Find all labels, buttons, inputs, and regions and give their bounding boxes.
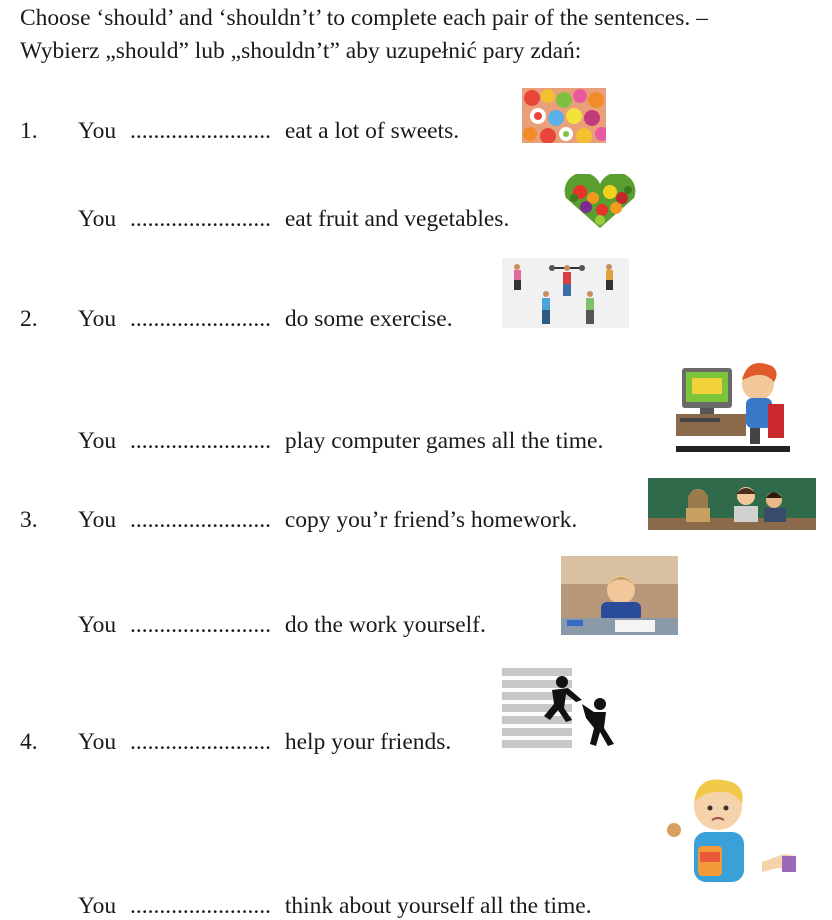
- helping-hand-stairs-image: [502, 662, 619, 752]
- sentence-subject: You: [78, 507, 117, 533]
- sentence-line: [78, 118, 459, 145]
- answer-blank[interactable]: ........................: [130, 118, 271, 144]
- sentence-subject: You: [78, 893, 117, 919]
- sentence-line: [78, 206, 509, 233]
- sentence-line: [78, 428, 603, 455]
- exercise-number: 2.: [20, 306, 38, 332]
- instructions: [20, 2, 820, 68]
- instructions-english: Choose ‘should’ and ‘shouldn’t’ to complete each pair of the sentences. –: [20, 5, 708, 31]
- selfish-boy-image: [654, 776, 799, 906]
- answer-blank[interactable]: ........................: [130, 893, 271, 919]
- sweets-image: [522, 88, 606, 143]
- exercise-number: 1.: [20, 118, 38, 144]
- sentence-line: [78, 306, 453, 333]
- sentence-subject: You: [78, 729, 117, 755]
- sentence-subject: You: [78, 206, 117, 232]
- sentence-subject: You: [78, 612, 117, 638]
- answer-blank[interactable]: ........................: [130, 306, 271, 332]
- exercise-image: [502, 258, 629, 328]
- sentence-rest: think about yourself all the time.: [284, 893, 592, 919]
- sentence-line: [78, 507, 577, 534]
- sentence-rest: help your friends.: [284, 729, 452, 755]
- sentence-rest: eat fruit and vegetables.: [284, 206, 510, 232]
- sentence-line: [78, 893, 592, 920]
- sentence-subject: You: [78, 428, 117, 454]
- sentence-line: [78, 729, 451, 756]
- computer-boy-image: [676, 354, 790, 452]
- answer-blank[interactable]: ........................: [130, 612, 271, 638]
- answer-blank[interactable]: ........................: [130, 206, 271, 232]
- sentence-line: [78, 612, 486, 639]
- sentence-rest: eat a lot of sweets.: [284, 118, 460, 144]
- fruit-heart-image: [560, 174, 640, 230]
- sentence-rest: do some exercise.: [284, 306, 453, 332]
- sentence-subject: You: [78, 118, 117, 144]
- sentence-rest: play computer games all the time.: [284, 428, 604, 454]
- answer-blank[interactable]: ........................: [130, 428, 271, 454]
- answer-blank[interactable]: ........................: [130, 729, 271, 755]
- instructions-polish: Wybierz „should” lub „shouldn’t” aby uzupełnić pary zdań:: [20, 38, 582, 64]
- boy-studying-image: [561, 556, 678, 635]
- exercise-number: 3.: [20, 507, 38, 533]
- exercise-number: 4.: [20, 729, 38, 755]
- answer-blank[interactable]: ........................: [130, 507, 271, 533]
- sentence-rest: copy you’r friend’s homework.: [284, 507, 578, 533]
- sentence-rest: do the work yourself.: [284, 612, 486, 638]
- classroom-copying-image: [648, 478, 816, 530]
- sentence-subject: You: [78, 306, 117, 332]
